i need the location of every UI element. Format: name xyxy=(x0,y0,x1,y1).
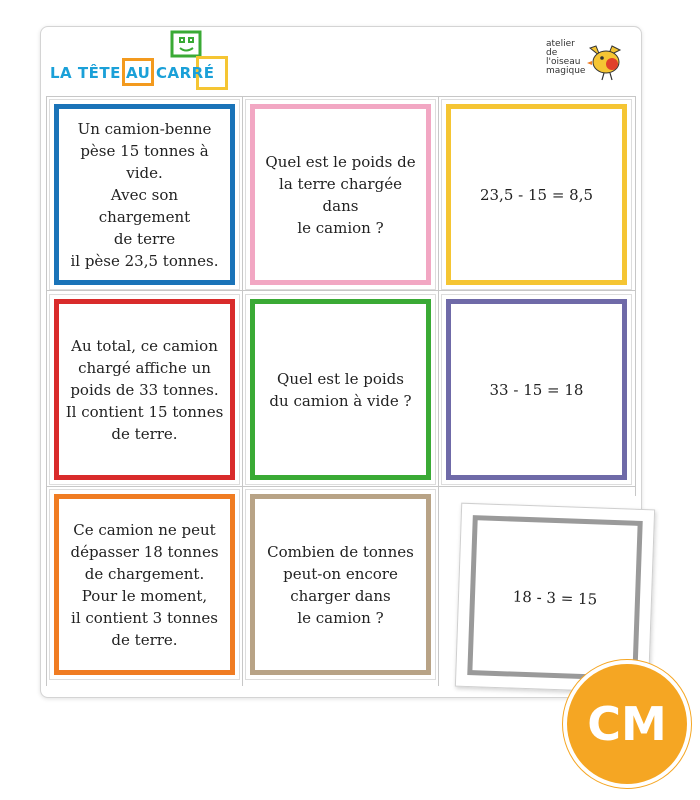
card-text: Au total, ce camion chargé affiche un poids de 33 tonnes. Il contient 15 tonnes de terre. xyxy=(65,336,224,443)
publisher-line: magique xyxy=(546,66,586,76)
publisher-line: de xyxy=(546,48,558,58)
card-2[interactable] xyxy=(250,104,431,285)
logo-text-la-tete: LA TÊTE xyxy=(50,64,121,82)
grid-line xyxy=(46,290,636,291)
card-text: 18 - 3 = 15 xyxy=(512,587,598,609)
publisher-line: l'oiseau xyxy=(546,57,581,67)
card-5[interactable] xyxy=(250,299,431,480)
card-text: 23,5 - 15 = 8,5 xyxy=(479,185,594,204)
level-badge xyxy=(567,664,687,784)
card-1[interactable] xyxy=(54,104,235,285)
card-text: Quel est le poids du camion à vide ? xyxy=(269,369,412,410)
card-text: 33 - 15 = 18 xyxy=(489,380,584,399)
card-text: Un camion-benne pèse 15 tonnes à vide. Avec son chargement de terre il pèse 23,5 tonnes. xyxy=(70,119,219,270)
logo-text-carre: CARRÉ xyxy=(156,64,215,82)
card-7[interactable] xyxy=(54,494,235,675)
loose-card-frame xyxy=(467,515,642,681)
bird-icon xyxy=(586,42,628,82)
card-text: Combien de tonnes peut-on encore charger dans le camion ? xyxy=(267,542,414,627)
grid-line xyxy=(46,486,636,487)
card-3[interactable] xyxy=(446,104,627,285)
grid-line xyxy=(46,96,47,686)
logo-text-au: AU xyxy=(126,64,151,82)
logo xyxy=(50,30,230,92)
grid-line xyxy=(46,96,636,97)
grid-line xyxy=(438,96,439,686)
card-6[interactable] xyxy=(446,299,627,480)
publisher-logo-text xyxy=(546,40,590,76)
card-4[interactable] xyxy=(54,299,235,480)
card-text: Ce camion ne peut dépasser 18 tonnes de chargement. Pour le moment, il contient 3 tonnes de terre. xyxy=(70,520,219,649)
card-8[interactable] xyxy=(250,494,431,675)
grid-line xyxy=(242,96,243,686)
card-text: Quel est le poids de la terre chargée dans le camion ? xyxy=(265,152,416,237)
publisher-line: atelier xyxy=(546,39,575,49)
badge-label: CM xyxy=(587,697,667,751)
grid-line xyxy=(635,96,636,496)
